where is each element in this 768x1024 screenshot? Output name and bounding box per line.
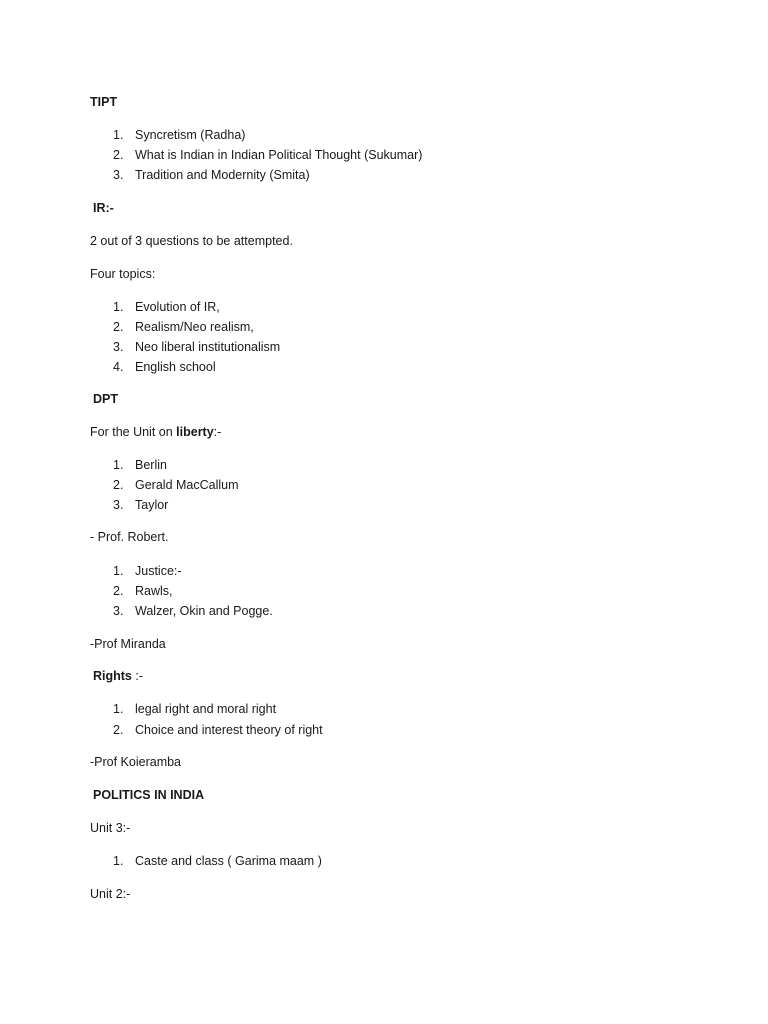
list-text: Evolution of IR,: [135, 300, 220, 314]
attribution-miranda: -Prof Miranda: [90, 637, 166, 651]
list-number: 3.: [113, 340, 124, 354]
unit-2-label: Unit 2:-: [90, 887, 131, 901]
list-number: 4.: [113, 360, 124, 374]
liberty-prefix: For the Unit on: [90, 425, 177, 439]
list-text: Neo liberal institutionalism: [135, 340, 281, 354]
section-heading-ir: IR:-: [93, 201, 114, 215]
list-text: Justice:-: [135, 564, 182, 578]
list-text: Taylor: [135, 498, 169, 512]
list-number: 2.: [113, 478, 124, 492]
list-text: Berlin: [135, 458, 167, 472]
list-number: 2.: [113, 148, 124, 162]
list-number: 1.: [113, 702, 124, 716]
list-text: Walzer, Okin and Pogge.: [135, 604, 273, 618]
list-number: 2.: [113, 723, 124, 737]
list-number: 1.: [113, 854, 124, 868]
list-number: 1.: [113, 128, 124, 142]
list-number: 3.: [113, 604, 124, 618]
list-text: legal right and moral right: [135, 702, 277, 716]
list-number: 3.: [113, 498, 124, 512]
section-heading-dpt: DPT: [93, 392, 118, 406]
list-text: English school: [135, 360, 216, 374]
unit-3-label: Unit 3:-: [90, 821, 131, 835]
attribution-koieramba: -Prof Koieramba: [90, 755, 182, 769]
list-text: Realism/Neo realism,: [135, 320, 254, 334]
list-text: What is Indian in Indian Political Thought (Sukumar): [135, 148, 423, 162]
list-text: Rawls,: [135, 584, 173, 598]
ir-note: 2 out of 3 questions to be attempted.: [90, 234, 293, 248]
list-text: Choice and interest theory of right: [135, 723, 323, 737]
liberty-unit-line: [90, 424, 221, 440]
rights-line: [93, 668, 143, 684]
attribution-robert: - Prof. Robert.: [90, 530, 169, 544]
list-text: Tradition and Modernity (Smita): [135, 168, 310, 182]
list-text: Caste and class ( Garima maam ): [135, 854, 322, 868]
liberty-bold: liberty: [176, 425, 214, 439]
rights-bold: Rights: [93, 669, 132, 683]
list-number: 2.: [113, 584, 124, 598]
liberty-suffix: :-: [213, 425, 222, 439]
list-number: 1.: [113, 458, 124, 472]
ir-topics-label: Four topics:: [90, 267, 156, 281]
list-number: 2.: [113, 320, 124, 334]
list-number: 1.: [113, 564, 124, 578]
list-number: 1.: [113, 300, 124, 314]
list-text: Gerald MacCallum: [135, 478, 239, 492]
section-heading-politics-in-india: POLITICS IN INDIA: [93, 788, 205, 802]
section-heading-tipt: TIPT: [90, 95, 118, 109]
list-text: Syncretism (Radha): [135, 128, 246, 142]
list-number: 3.: [113, 168, 124, 182]
rights-suffix: :-: [131, 669, 143, 683]
